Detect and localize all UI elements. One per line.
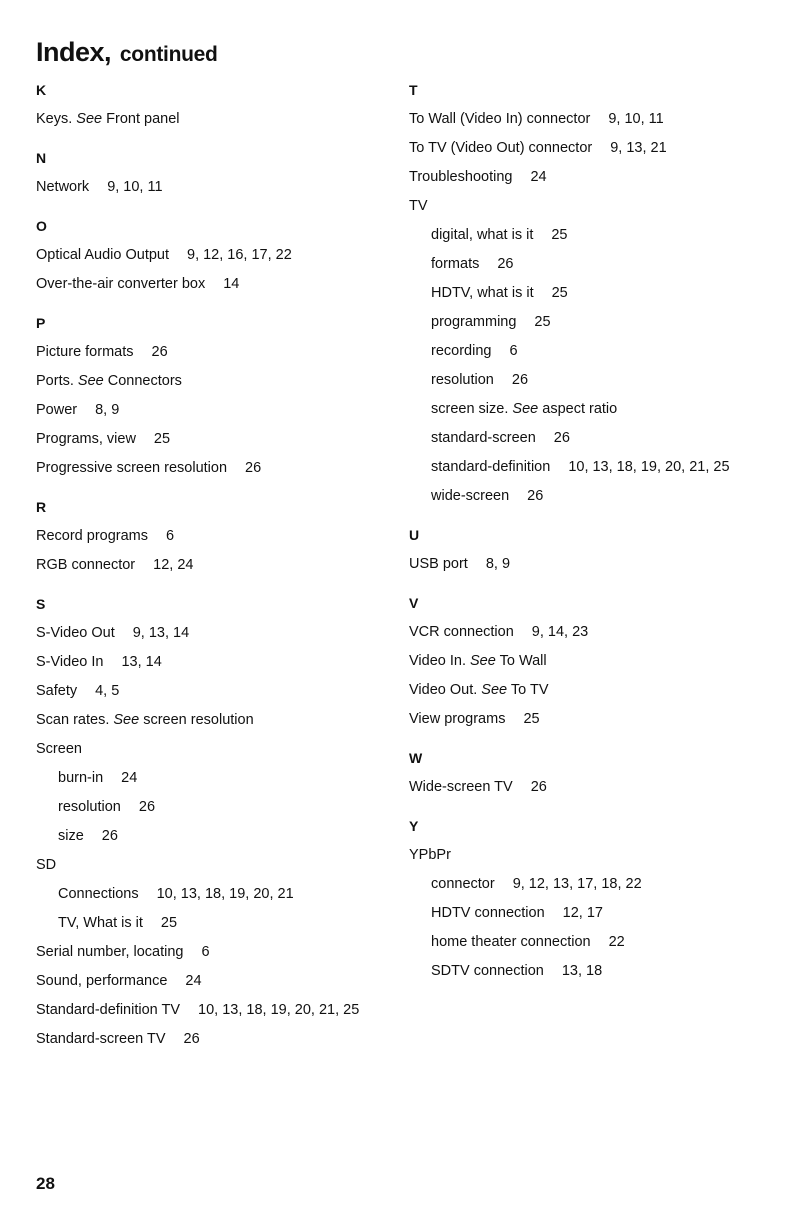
index-subentry [409,870,784,899]
section-letter-n: N [36,150,47,166]
entry-pages: 6 [166,528,175,544]
entry-term: Ports. [36,373,74,389]
entry-term: To TV (Video Out) connector [409,140,593,156]
entry-pages: 6 [509,343,518,359]
index-entry [409,105,784,134]
index-entry [409,550,784,579]
entry-pages: 13, 18 [561,963,603,979]
entry-term: Safety [36,683,78,699]
entry-pages: 9, 10, 11 [107,179,163,195]
index-entry [409,192,784,221]
entry-pages: 25 [523,711,540,727]
entry-term: Wide-screen TV [409,779,513,795]
section-letter-v: V [409,595,419,611]
entry-term: TV [409,198,428,214]
index-entry [409,163,784,192]
entry-pages: 25 [551,285,568,301]
see-label: See [470,653,496,669]
index-entry [409,676,784,705]
index-entry [36,522,396,551]
see-label: See [76,111,103,127]
index-entry [36,367,396,396]
entry-term: Screen [36,741,82,757]
entry-term: standard-definition [431,459,551,475]
entry-term: programming [431,314,517,330]
index-entry [36,270,396,299]
index-subentry [36,764,396,793]
entry-term: HDTV, what is it [431,285,534,301]
entry-pages: 24 [121,770,138,786]
entry-pages: 22 [608,934,625,950]
entry-pages: 9, 13, 21 [610,140,667,156]
entry-term: USB port [409,556,468,572]
entry-pages: 26 [138,799,156,815]
index-subentry [409,250,784,279]
see-target: aspect ratio [542,401,618,417]
entry-term: Programs, view [36,431,136,447]
index-subentry [36,909,396,938]
entry-term: Troubleshooting [409,169,513,185]
entry-pages: 8, 9 [95,402,120,418]
index-entry [36,967,396,996]
entry-term: SD [36,857,57,873]
entry-term: S-Video In [36,654,104,670]
index-entry [36,938,396,967]
entry-pages: 26 [530,779,547,795]
index-subentry [409,279,784,308]
index-entry [36,677,396,706]
entry-term: View programs [409,711,506,727]
entry-pages: 26 [553,430,570,446]
entry-term: To Wall (Video In) connector [409,111,591,127]
index-subentry [409,308,784,337]
entry-term: Standard-definition TV [36,1002,181,1018]
entry-term: Scan rates. [36,712,110,728]
section-letter-k: K [36,82,47,98]
see-target: Connectors [107,373,182,389]
entry-term: digital, what is it [431,227,534,243]
index-subentry [409,221,784,250]
entry-term: SDTV connection [431,963,544,979]
entry-term: home theater connection [431,934,591,950]
entry-pages: 26 [527,488,544,504]
index-entry [409,841,784,870]
entry-term: Picture formats [36,344,134,360]
entry-term: screen size. [431,401,509,417]
index-subentry [409,899,784,928]
index-column-left [36,76,396,1054]
index-entry [36,648,396,677]
section-letter-y: Y [409,818,419,834]
entry-pages: 9, 13, 14 [132,625,190,641]
entry-term: TV, What is it [58,915,143,931]
entry-pages: 24 [530,169,547,185]
section-letter-o: O [36,218,47,234]
entry-pages: 25 [534,314,551,330]
entry-pages: 24 [185,973,202,989]
entry-term: Keys. [36,111,73,127]
index-entry [409,134,784,163]
index-subentry [36,880,396,909]
entry-pages: 10, 13, 18, 19, 20, 21, 25 [568,459,730,475]
see-target: screen resolution [143,712,254,728]
see-target: Front panel [106,111,180,127]
entry-pages: 9, 14, 23 [531,624,589,640]
entry-term: Progressive screen resolution [36,460,228,476]
section-letter-u: U [409,527,420,543]
entry-term: RGB connector [36,557,136,573]
index-entry [409,773,784,802]
title-main: Index, [36,37,112,67]
index-subentry [409,482,784,511]
entry-term: resolution [431,372,494,388]
see-label: See [77,373,104,389]
entry-pages: 26 [511,372,529,388]
index-subentry [409,395,784,424]
entry-pages: 25 [551,227,568,243]
entry-pages: 26 [151,344,168,360]
entry-term: Over-the-air converter box [36,276,206,292]
entry-term: Video Out. [409,682,478,698]
index-entry [409,618,784,647]
entry-term: resolution [58,799,121,815]
index-entry [36,735,396,764]
page-title [36,30,218,75]
entry-term: VCR connection [409,624,514,640]
index-entry [36,425,396,454]
entry-pages: 13, 14 [121,654,162,670]
entry-term: standard-screen [431,430,536,446]
index-subentry [36,793,396,822]
index-subentry [409,453,784,482]
see-label: See [512,401,539,417]
see-label: See [481,682,508,698]
index-entry [36,619,396,648]
see-target: To Wall [499,653,547,669]
index-subentry [409,957,784,986]
index-entry [36,338,396,367]
see-label: See [113,712,140,728]
entry-term: Sound, performance [36,973,168,989]
entry-term: recording [431,343,492,359]
entry-term: S-Video Out [36,625,115,641]
entry-term: Record programs [36,528,149,544]
index-subentry [409,424,784,453]
index-entry [36,851,396,880]
page-number: 28 [36,1174,55,1193]
entry-pages: 10, 13, 18, 19, 20, 21 [156,886,294,902]
index-entry [409,647,784,676]
entry-term: wide-screen [431,488,510,504]
index-entry [36,241,396,270]
entry-term: connector [431,876,495,892]
index-subentry [409,366,784,395]
section-letter-s: S [36,596,46,612]
section-letter-t: T [409,82,418,98]
entry-pages: 9, 12, 16, 17, 22 [187,247,292,263]
entry-term: Connections [58,886,139,902]
entry-pages: 4, 5 [95,683,120,699]
title-continued: continued [119,43,218,66]
entry-pages: 26 [497,256,514,272]
index-entry [36,996,396,1025]
index-entry [36,454,396,483]
section-letter-w: W [409,750,423,766]
entry-pages: 9, 10, 11 [608,111,664,127]
entry-pages: 26 [101,828,118,844]
entry-pages: 9, 12, 13, 17, 18, 22 [512,876,642,892]
see-target: To TV [510,682,549,698]
index-entry [409,705,784,734]
index-entry [36,1025,396,1054]
index-entry [36,105,396,134]
entry-pages: 26 [183,1031,200,1047]
entry-pages: 6 [201,944,210,960]
entry-pages: 12, 24 [153,557,194,573]
entry-term: burn-in [58,770,104,786]
index-column-right [409,76,784,986]
entry-pages: 25 [160,915,178,931]
entry-term: YPbPr [409,847,451,863]
index-subentry [409,337,784,366]
entry-pages: 26 [245,460,262,476]
entry-term: Network [36,179,90,195]
entry-term: Power [36,402,78,418]
entry-term: Serial number, locating [36,944,184,960]
entry-pages: 10, 13, 18, 19, 20, 21, 25 [198,1002,360,1018]
entry-term: Optical Audio Output [36,247,169,263]
index-entry [36,551,396,580]
entry-pages: 14 [223,276,240,292]
entry-term: size [58,828,84,844]
entry-term: Video In. [409,653,466,669]
entry-term: HDTV connection [431,905,545,921]
section-letter-p: P [36,315,46,331]
index-subentry [409,928,784,957]
index-entry [36,173,396,202]
entry-pages: 8, 9 [485,556,511,572]
entry-pages: 12, 17 [562,905,603,921]
index-entry [36,706,396,735]
entry-term: Standard-screen TV [36,1031,166,1047]
entry-term: formats [431,256,480,272]
index-entry [36,396,396,425]
section-letter-r: R [36,499,47,515]
entry-pages: 25 [153,431,171,447]
index-subentry [36,822,396,851]
